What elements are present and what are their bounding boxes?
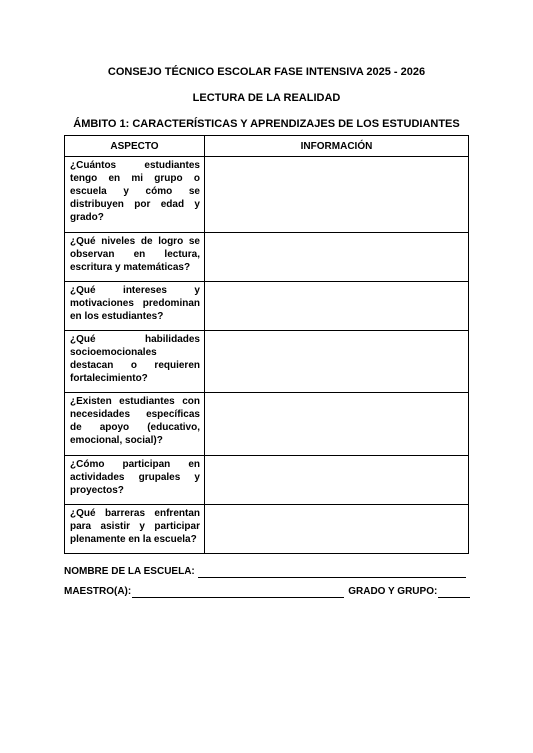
information-cell[interactable] bbox=[205, 233, 469, 282]
reading-reality-table bbox=[64, 135, 469, 554]
aspect-cell bbox=[65, 233, 205, 282]
aspect-question: ¿Existen estudiantes con necesidades específicas de apoyo (educativo, emocional, social)? bbox=[70, 396, 200, 446]
aspect-question: ¿Qué intereses y motivaciones predominan en los estudiantes? bbox=[70, 285, 200, 322]
information-cell[interactable] bbox=[205, 157, 469, 233]
aspect-cell bbox=[65, 331, 205, 393]
aspect-question: ¿Qué barreras enfrentan para asistir y participar plenamente en la escuela? bbox=[70, 508, 200, 545]
table-row bbox=[65, 505, 469, 554]
information-cell[interactable] bbox=[205, 282, 469, 331]
column-header-information: INFORMACIÓN bbox=[205, 136, 469, 157]
column-header-aspect: ASPECTO bbox=[65, 136, 205, 157]
school-name-label: NOMBRE DE LA ESCUELA: bbox=[64, 566, 195, 577]
aspect-cell bbox=[65, 393, 205, 456]
information-cell[interactable] bbox=[205, 505, 469, 554]
section-heading: ÁMBITO 1: CARACTERÍSTICAS Y APRENDIZAJES DE LOS ESTUDIANTES bbox=[73, 118, 460, 130]
grade-group-label: GRADO Y GRUPO: bbox=[348, 586, 438, 597]
table-row bbox=[65, 282, 469, 331]
teacher-name-field[interactable] bbox=[132, 587, 344, 598]
information-cell[interactable] bbox=[205, 456, 469, 505]
aspect-question: ¿Cómo participan en actividades grupales y proyectos? bbox=[70, 459, 200, 496]
aspect-cell bbox=[65, 456, 205, 505]
aspect-question: ¿Qué niveles de logro se observan en lectura, escritura y matemáticas? bbox=[70, 236, 200, 273]
table-row bbox=[65, 456, 469, 505]
aspect-question: ¿Qué habilidades socioemocionales destacan o requieren fortalecimiento? bbox=[70, 334, 200, 384]
aspect-cell bbox=[65, 505, 205, 554]
grade-group-field[interactable] bbox=[438, 587, 470, 598]
teacher-label: MAESTRO(A): bbox=[64, 586, 132, 597]
table-header-row bbox=[65, 136, 469, 157]
document-subtitle: LECTURA DE LA REALIDAD bbox=[192, 92, 341, 104]
teacher-grade-line bbox=[64, 586, 470, 598]
table-row bbox=[65, 233, 469, 282]
information-cell[interactable] bbox=[205, 331, 469, 393]
aspect-question: ¿Cuántos estudiantes tengo en mi grupo o escuela y cómo se distribuyen por edad y grado? bbox=[70, 160, 200, 223]
table-row bbox=[65, 331, 469, 393]
document-title: CONSEJO TÉCNICO ESCOLAR FASE INTENSIVA 2025 - 2026 bbox=[107, 66, 426, 78]
aspect-cell bbox=[65, 282, 205, 331]
aspect-cell bbox=[65, 157, 205, 233]
school-name-field[interactable] bbox=[198, 567, 466, 578]
information-cell[interactable] bbox=[205, 393, 469, 456]
school-name-line bbox=[64, 566, 466, 578]
table-row bbox=[65, 393, 469, 456]
table-row bbox=[65, 157, 469, 233]
